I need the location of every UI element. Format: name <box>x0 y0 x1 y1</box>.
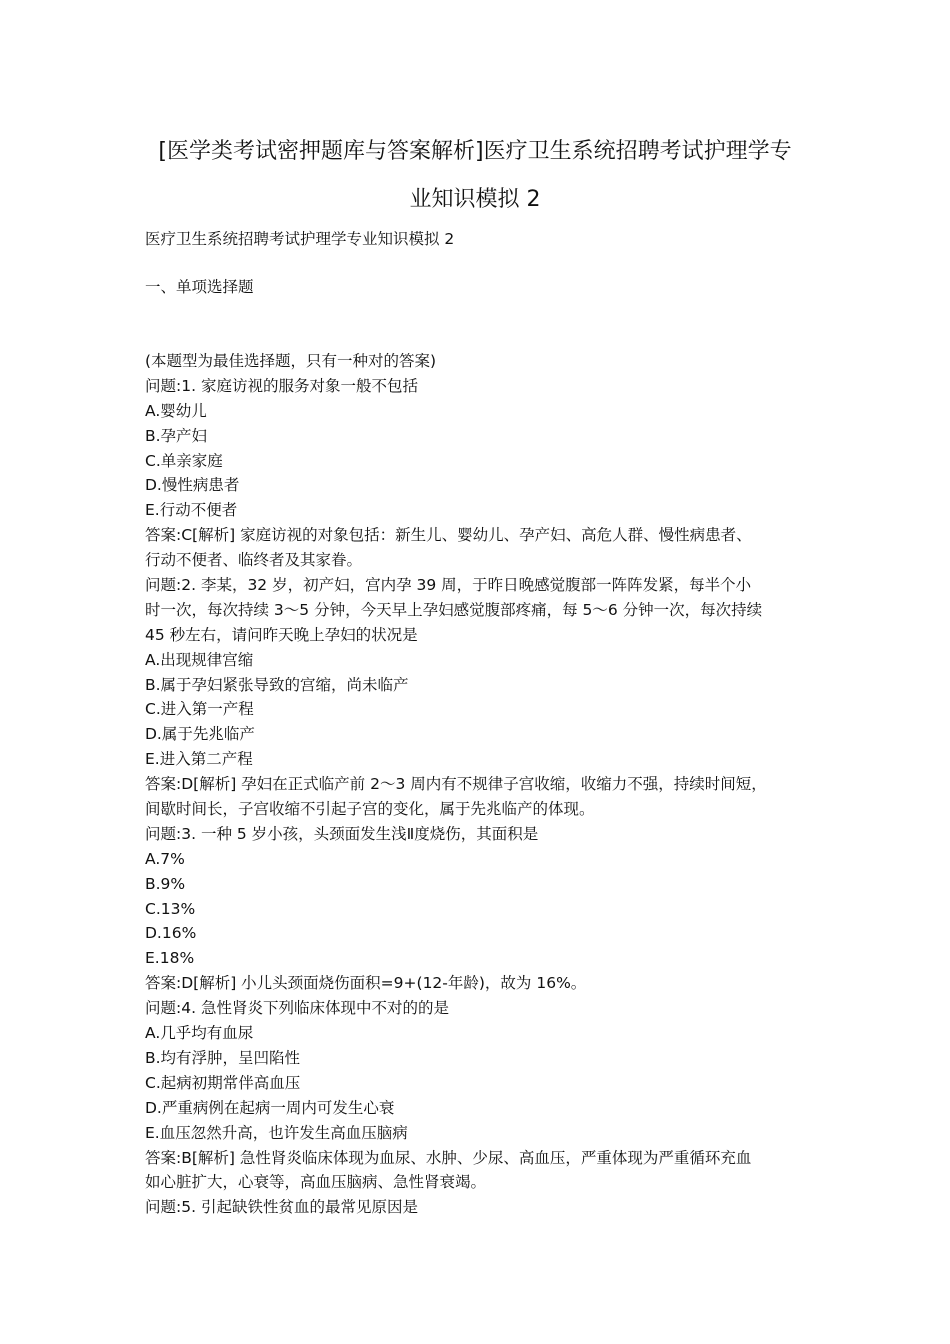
option-line: B.孕产妇 <box>145 426 208 445</box>
instruction-line: (本题型为最佳选择题，只有一种对的答案) <box>145 352 437 370</box>
question-4: 问题:4. 急性肾炎下列临床体现中不对的的是 <box>145 999 449 1018</box>
option-line: D.属于先兆临产 <box>145 725 255 744</box>
option-line: E.血压忽然升高，也许发生高血压脑病 <box>145 1123 408 1142</box>
option-line: A.7% <box>145 849 185 868</box>
option-line: E.行动不便者 <box>145 501 238 520</box>
option-line: D.慢性病患者 <box>145 476 240 495</box>
option-line: B.9% <box>145 874 186 893</box>
answer-line: 答案:D[解析] 小儿头颈面烧伤面积=9+(12-年龄)，故为 16%。 <box>145 974 587 993</box>
section-heading: 一、单项选择题 <box>145 278 254 296</box>
option-line: C.13% <box>145 899 196 918</box>
question-body <box>145 349 810 1220</box>
option-line: D.16% <box>145 924 197 943</box>
answer-line: 答案:B[解析] 急性肾炎临床体现为血尿、水肿、少尿、高血压，严重体现为严重循环充血 <box>145 1148 752 1167</box>
option-line: C.单亲家庭 <box>145 451 223 470</box>
question-5: 问题:5. 引起缺铁性贫血的最常见原因是 <box>145 1198 418 1217</box>
document-title-line-2: 业知识模拟 2 <box>409 187 541 212</box>
question-2: 问题:2. 李某，32 岁，初产妇，宫内孕 39 周，于昨日晚感觉腹部一阵阵发紧，每半个小 <box>145 576 752 595</box>
option-line: A.婴幼儿 <box>145 401 207 420</box>
answer-line: 间歇时间长，子宫收缩不引起子宫的变化，属于先兆临产的体现。 <box>145 800 595 819</box>
document-title-line-1: [医学类考试密押题库与答案解析]医疗卫生系统招聘考试护理学专 <box>158 139 792 164</box>
option-line: A.出现规律宫缩 <box>145 650 254 669</box>
option-line: B.均有浮肿，呈凹陷性 <box>145 1048 301 1067</box>
question-3: 问题:3. 一种 5 岁小孩，头颈面发生浅Ⅱ度烧伤，其面积是 <box>145 824 539 843</box>
option-line: E.进入第二产程 <box>145 750 253 769</box>
option-line: E.18% <box>145 949 195 968</box>
option-line: C.进入第一产程 <box>145 700 254 719</box>
answer-line: 答案:C[解析] 家庭访视的对象包括：新生儿、婴幼儿、孕产妇、高危人群、慢性病患者、 <box>145 526 752 545</box>
option-line: A.几乎均有血尿 <box>145 1024 254 1043</box>
option-line: B.属于孕妇紧张导致的宫缩，尚未临产 <box>145 675 409 694</box>
answer-line: 行动不便者、临终者及其家眷。 <box>145 551 363 570</box>
question-1: 问题:1. 家庭访视的服务对象一般不包括 <box>145 376 418 395</box>
option-line: C.起病初期常伴高血压 <box>145 1073 301 1092</box>
document-subtitle: 医疗卫生系统招聘考试护理学专业知识模拟 2 <box>145 230 455 248</box>
answer-line: 如心脏扩大，心衰等，高血压脑病、急性肾衰竭。 <box>145 1173 487 1192</box>
question-2-cont: 45 秒左右，请问昨天晚上孕妇的状况是 <box>145 625 418 644</box>
option-line: D.严重病例在起病一周内可发生心衰 <box>145 1098 395 1117</box>
question-2-cont: 时一次，每次持续 3～5 分钟，今天早上孕妇感觉腹部疼痛，每 5～6 分钟一次，每次持续 <box>145 600 763 619</box>
answer-line: 答案:D[解析] 孕妇在正式临产前 2～3 周内有不规律子宫收缩，收缩力不强，持续时间短， <box>145 775 767 794</box>
